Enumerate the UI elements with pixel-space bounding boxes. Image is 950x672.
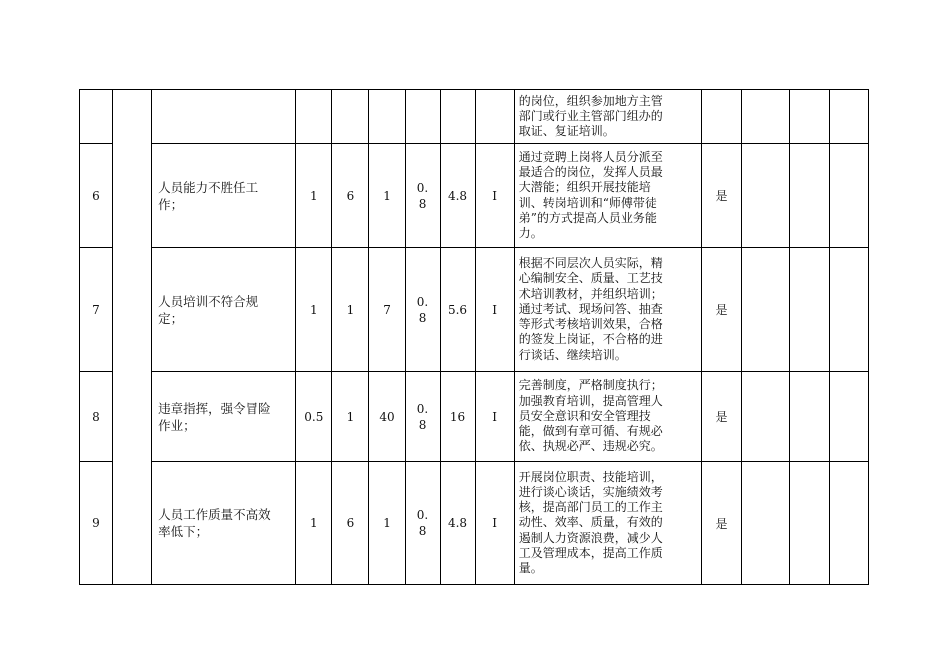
row-number-cell: [80, 90, 113, 144]
c-value-cell: 7: [369, 248, 405, 372]
row-number-cell: 8: [80, 372, 113, 462]
hazard-cell: 人员工作质量不高效 率低下；: [152, 462, 296, 585]
l-value-cell: 0.5: [296, 372, 332, 462]
control-measure-cell: 根据不同层次人员实际，精 心编制安全、质量、工艺技 术培训教材，并组织培训； 通过考试、现场问答、抽查 等形式考核培训效果，合格 的签发上岗证，不合格的进 行谈话、继续培训。: [514, 248, 702, 372]
d-factor-cell: 0. 8: [405, 144, 440, 248]
table-row: [80, 372, 869, 462]
adopted-cell: 是: [702, 248, 741, 372]
row-number-cell: 7: [80, 248, 113, 372]
l-value-cell: 1: [296, 144, 332, 248]
score-cell: 4.8: [440, 462, 475, 585]
hazard-cell: 违章指挥，强令冒险 作业；: [152, 372, 296, 462]
category-cell: [112, 90, 151, 585]
row-number-cell: 9: [80, 462, 113, 585]
risk-level-cell: Ⅰ: [475, 248, 514, 372]
e-value-cell: 1: [332, 372, 369, 462]
score-cell: 4.8: [440, 144, 475, 248]
table-row: [80, 90, 869, 144]
d-factor-cell: 0. 8: [405, 462, 440, 585]
hazard-cell: 人员培训不符合规 定；: [152, 248, 296, 372]
d-factor-cell: 0. 8: [405, 372, 440, 462]
e-value-cell: 6: [332, 144, 369, 248]
control-measure-cell: 通过竞聘上岗将人员分派至 最适合的岗位，发挥人员最 大潜能；组织开展技能培 训、转岗培训和“师傅带徒 弟”的方式提高人员业务能 力。: [514, 144, 702, 248]
control-measure-cell: 的岗位，组织参加地方主管 部门或行业主管部门组办的 取证、复证培训。: [514, 90, 702, 144]
adopted-cell: 是: [702, 372, 741, 462]
risk-level-cell: Ⅰ: [475, 372, 514, 462]
l-value-cell: 1: [296, 462, 332, 585]
table-row: [80, 462, 869, 585]
score-cell: 5.6: [440, 248, 475, 372]
table-row: [80, 144, 869, 248]
row-number-cell: 6: [80, 144, 113, 248]
risk-level-cell: Ⅰ: [475, 144, 514, 248]
adopted-cell: 是: [702, 462, 741, 585]
hazard-cell: 人员能力不胜任工 作；: [152, 144, 296, 248]
table-row: [80, 248, 869, 372]
risk-level-cell: Ⅰ: [475, 462, 514, 585]
e-value-cell: 6: [332, 462, 369, 585]
l-value-cell: 1: [296, 248, 332, 372]
e-value-cell: 1: [332, 248, 369, 372]
hazard-cell: [152, 90, 296, 144]
d-factor-cell: 0. 8: [405, 248, 440, 372]
c-value-cell: 40: [369, 372, 405, 462]
control-measure-cell: 开展岗位职责、技能培训， 进行谈心谈话，实施绩效考 核，提高部门员工的工作主 动性、效率、质量，有效的 遏制人力资源浪费，减少人 工及管理成本，提高工作质 量。: [514, 462, 702, 585]
score-cell: 16: [440, 372, 475, 462]
c-value-cell: 1: [369, 462, 405, 585]
adopted-cell: 是: [702, 144, 741, 248]
control-measure-cell: 完善制度，严格制度执行； 加强教育培训，提高管理人 员安全意识和安全管理技 能，做到有章可循、有规必 依、执规必严、违规必究。: [514, 372, 702, 462]
risk-assessment-table: [79, 89, 869, 585]
c-value-cell: 1: [369, 144, 405, 248]
